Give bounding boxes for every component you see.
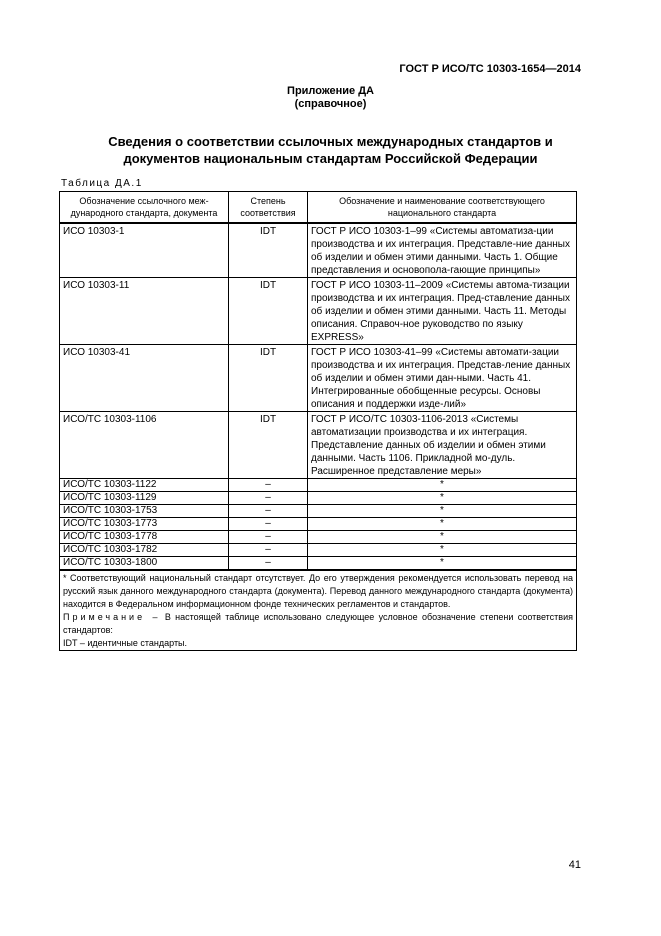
cell-national: * — [308, 505, 577, 518]
cell-national: * — [308, 518, 577, 531]
cell-degree: IDT — [229, 345, 308, 412]
cell-degree: – — [229, 505, 308, 518]
cell-reference: ИСО 10303-11 — [60, 278, 229, 345]
table-row — [60, 544, 577, 557]
cell-reference: ИСО/ТС 10303-1129 — [60, 492, 229, 505]
cell-national: ГОСТ Р ИСО 10303-41–99 «Системы автомати-зации производства и их интеграция. Представ-ление данных об изделии и обмен этими дан-ными. Часть 41. Интегрированные обобщенные ресурсы. Основы описания и поддержки изде-лий» — [308, 345, 577, 412]
table-row — [60, 345, 577, 412]
cell-reference: ИСО/ТС 10303-1782 — [60, 544, 229, 557]
correspondence-table — [59, 191, 577, 651]
table-caption: Таблица ДА.1 — [61, 178, 143, 189]
cell-reference: ИСО/ТС 10303-1773 — [60, 518, 229, 531]
appendix-subtitle: (справочное) — [294, 98, 367, 110]
table-row — [60, 479, 577, 492]
cell-reference: ИСО/ТС 10303-1753 — [60, 505, 229, 518]
cell-reference: ИСО 10303-1 — [60, 223, 229, 278]
cell-degree: – — [229, 492, 308, 505]
cell-national: ГОСТ Р ИСО/ТС 10303-1106-2013 «Системы автоматизации производства и их интеграция. Представление данных об изделии и обмен этими данными. Часть 1106. Прикладной мо-дуль. Расширенное представление меры» — [308, 412, 577, 479]
appendix-heading — [0, 85, 661, 111]
table-row — [60, 412, 577, 479]
table-row — [60, 492, 577, 505]
cell-national: * — [308, 492, 577, 505]
note-label: Примечание – — [63, 612, 161, 622]
cell-degree: – — [229, 531, 308, 544]
cell-national: ГОСТ Р ИСО 10303-11–2009 «Системы автома-тизации производства и их интеграция. Пред-ставление данных об изделии и обмен этими данными. Часть 11. Методы описания. Справоч-ное руководство по языку EXPRESS» — [308, 278, 577, 345]
document-title-line-1: Сведения о соответствии ссылочных международных стандартов и — [108, 134, 553, 149]
document-title — [60, 133, 601, 167]
note-idt-definition: IDT – идентичные стандарты. — [63, 638, 188, 648]
cell-reference: ИСО 10303-41 — [60, 345, 229, 412]
footnote-text: * Соответствующий национальный стандарт отсутствует. До его утверждения рекомендуется использовать перевод на русский язык данного международного стандарта (документа). Перевод данного международного стандарта (документа) находится в Федеральном информационном фонде технических регламентов и стандартов. — [63, 573, 573, 609]
table-row — [60, 505, 577, 518]
page-number: 41 — [568, 859, 581, 871]
cell-degree: IDT — [229, 223, 308, 278]
cell-degree: IDT — [229, 278, 308, 345]
cell-reference: ИСО/ТС 10303-1122 — [60, 479, 229, 492]
table-row — [60, 531, 577, 544]
cell-national: ГОСТ Р ИСО 10303-1–99 «Системы автоматиза-ции производства и их интеграция. Представле-ние данных об изделии и обмен этими данными. Часть 1. Общие представления и основопола-гающие принципы» — [308, 223, 577, 278]
cell-national: * — [308, 557, 577, 571]
header-reference-standard: Обозначение ссылочного меж-дународного стандарта, документа — [60, 192, 229, 224]
table-row — [60, 278, 577, 345]
table-row — [60, 557, 577, 571]
table-footnote-row — [60, 570, 577, 651]
header-national-standard: Обозначение и наименование соответствующего национального стандарта — [308, 192, 577, 224]
cell-degree: – — [229, 557, 308, 571]
header-degree: Степень соответствия — [229, 192, 308, 224]
cell-degree: – — [229, 544, 308, 557]
table-row — [60, 223, 577, 278]
appendix-title: Приложение ДА — [287, 85, 374, 97]
document-title-line-2: документов национальным стандартам Российской Федерации — [123, 151, 538, 166]
table-row — [60, 518, 577, 531]
cell-national: * — [308, 531, 577, 544]
page-header-standard-code: ГОСТ Р ИСО/ТС 10303-1654—2014 — [399, 63, 581, 75]
note-text: В настоящей таблице использовано следующее условное обозначение степени соответствия стандартов: — [63, 612, 573, 635]
cell-degree: IDT — [229, 412, 308, 479]
cell-reference: ИСО/ТС 10303-1106 — [60, 412, 229, 479]
cell-reference: ИСО/ТС 10303-1778 — [60, 531, 229, 544]
table-note — [63, 611, 573, 637]
table-footnote-cell — [60, 570, 577, 651]
table-header-row — [60, 192, 577, 224]
cell-degree: – — [229, 518, 308, 531]
cell-national: * — [308, 479, 577, 492]
cell-national: * — [308, 544, 577, 557]
cell-degree: – — [229, 479, 308, 492]
cell-reference: ИСО/ТС 10303-1800 — [60, 557, 229, 571]
